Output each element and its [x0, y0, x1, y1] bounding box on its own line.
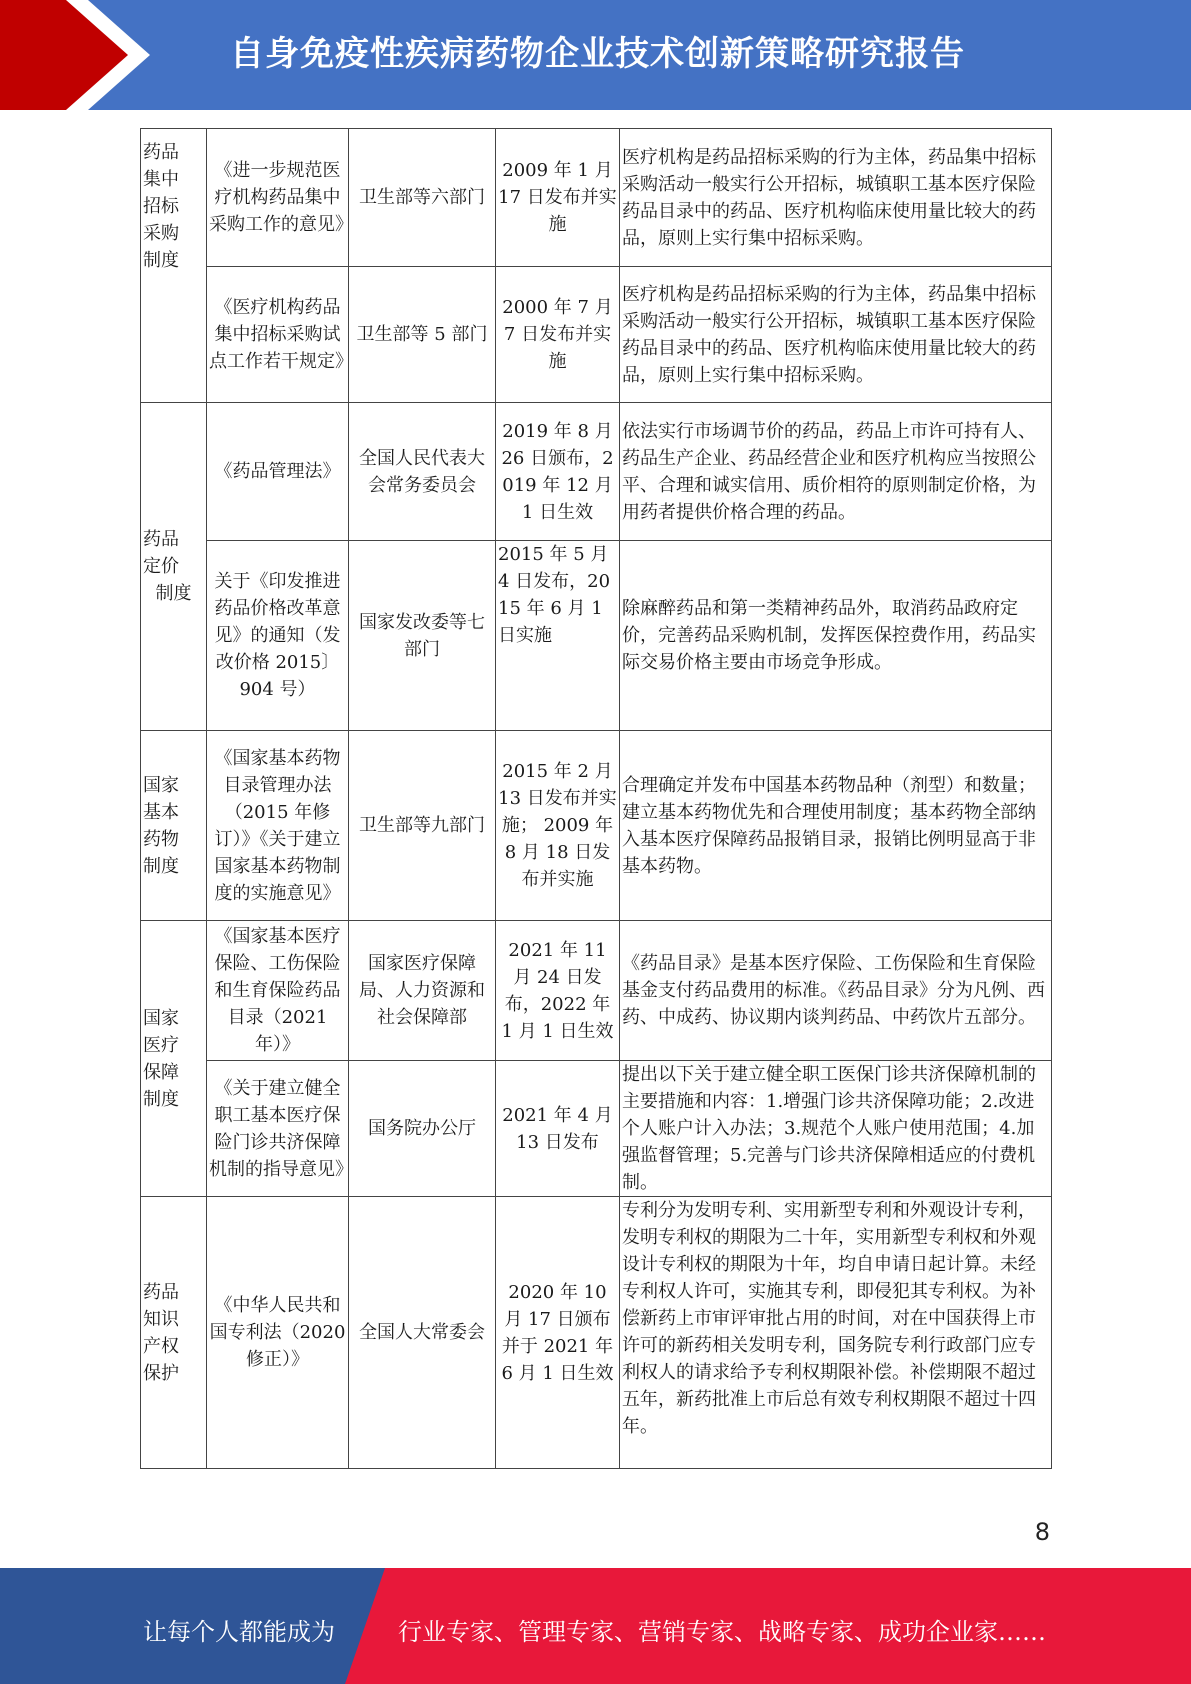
- report-header: [0, 0, 1191, 110]
- category-line: 制度: [143, 855, 179, 877]
- category-line: 制度: [155, 583, 192, 604]
- category-cell: [141, 403, 207, 731]
- policy-name: 《国家基本药物目录管理办法（2015 年修订）》《关于建立国家基本药物制度的实施意见》: [207, 731, 349, 921]
- policy-date: 2000 年 7 月 7 日发布并实施: [496, 267, 620, 403]
- policy-name: 《药品管理法》: [207, 403, 349, 541]
- report-title: 自身免疫性疾病药物企业技术创新策略研究报告: [230, 34, 965, 74]
- table-row: [141, 267, 1052, 403]
- category-line: 国家: [143, 774, 179, 796]
- category-line: 制度: [143, 1088, 179, 1110]
- policy-name: 《中华人民共和国专利法（2020 修正）》: [207, 1197, 349, 1469]
- policy-content: 除麻醉药品和第一类精神药品外，取消药品政府定价，完善药品采购机制，发挥医保控费作用，药品实际交易价格主要由市场竞争形成。: [620, 541, 1052, 731]
- policy-name: 《关于建立健全职工基本医疗保险门诊共济保障机制的指导意见》: [207, 1061, 349, 1197]
- policy-issuer: 卫生部等六部门: [349, 129, 496, 267]
- category-line: 定价: [143, 556, 179, 577]
- footer-slogan-right: 行业专家、管理专家、营销专家、战略专家、成功企业家……: [398, 1618, 1046, 1646]
- category-line: 保护: [143, 1362, 179, 1384]
- policy-content: 专利分为发明专利、实用新型专利和外观设计专利，发明专利权的期限为二十年，实用新型专利权和外观设计专利权的期限为十年，均自申请日起计算。未经专利权人许可，实施其专利，即侵犯其专利权。为补偿新药上市审评审批占用的时间，对在中国获得上市许可的新药相关发明专利，国务院专利行政部门应专利权人的请求给予专利权期限补偿。补偿期限不超过五年，新药批准上市后总有效专利权期限不超过十四年。: [620, 1197, 1052, 1469]
- table-row: [141, 1197, 1052, 1469]
- policy-issuer: 卫生部等九部门: [349, 731, 496, 921]
- category-line: 集中: [143, 169, 179, 190]
- table-row: [141, 731, 1052, 921]
- table-row: [141, 403, 1052, 541]
- category-cell: [141, 1197, 207, 1469]
- policy-date: 2020 年 10 月 17 日颁布并于 2021 年 6 月 1 日生效: [496, 1197, 620, 1469]
- footer-slogan-left: 让每个人都能成为: [143, 1618, 335, 1646]
- category-line: 产权: [143, 1335, 179, 1357]
- category-line: 国家: [143, 1007, 179, 1029]
- policy-content: 合理确定并发布中国基本药物品种（剂型）和数量；建立基本药物优先和合理使用制度；基本药物全部纳入基本医疗保障药品报销目录，报销比例明显高于非基本药物。: [620, 731, 1052, 921]
- category-line: 医疗: [143, 1034, 179, 1056]
- policy-content: 提出以下关于建立健全职工医保门诊共济保障机制的主要措施和内容：1.增强门诊共济保障功能；2.改进个人账户计入办法；3.规范个人账户使用范围；4.加强监督管理；5.完善与门诊共济保障相适应的付费机制。: [620, 1061, 1052, 1197]
- category-line: 制度: [143, 250, 179, 271]
- policy-date: 2015 年 5 月 4 日发布，2015 年 6 月 1 日实施: [496, 541, 620, 731]
- policy-issuer: 国家医疗保障局、人力资源和社会保障部: [349, 921, 496, 1061]
- policy-table-container: [140, 128, 1051, 1469]
- category-line: 药物: [143, 828, 179, 850]
- page-number: 8: [1034, 1518, 1050, 1546]
- policy-content: 医疗机构是药品招标采购的行为主体，药品集中招标采购活动一般实行公开招标，城镇职工基本医疗保险药品目录中的药品、医疗机构临床使用量比较大的药品，原则上实行集中招标采购。: [620, 129, 1052, 267]
- category-cell: [141, 129, 207, 403]
- category-line: 采购: [143, 223, 179, 244]
- table-row: [141, 541, 1052, 731]
- policy-date: 2021 年 4 月 13 日发布: [496, 1061, 620, 1197]
- category-line: 药品: [143, 1281, 179, 1303]
- policy-date: 2021 年 11 月 24 日发布，2022 年 1 月 1 日生效: [496, 921, 620, 1061]
- policy-content: 医疗机构是药品招标采购的行为主体，药品集中招标采购活动一般实行公开招标，城镇职工基本医疗保险药品目录中的药品、医疗机构临床使用量比较大的药品，原则上实行集中招标采购。: [620, 267, 1052, 403]
- category-line: 药品: [143, 142, 179, 163]
- policy-name: 《国家基本医疗保险、工伤保险和生育保险药品目录（2021 年）》: [207, 921, 349, 1061]
- policy-issuer: 全国人民代表大会常务委员会: [349, 403, 496, 541]
- category-line: 药品: [143, 529, 179, 550]
- policy-issuer: 国务院办公厅: [349, 1061, 496, 1197]
- table-row: [141, 129, 1052, 267]
- policy-date: 2009 年 1 月 17 日发布并实施: [496, 129, 620, 267]
- policy-date: 2019 年 8 月 26 日颁布，2019 年 12 月 1 日生效: [496, 403, 620, 541]
- table-row: [141, 921, 1052, 1061]
- policy-name: 《进一步规范医疗机构药品集中采购工作的意见》: [207, 129, 349, 267]
- policy-issuer: 国家发改委等七部门: [349, 541, 496, 731]
- category-cell: [141, 731, 207, 921]
- table-row: [141, 1061, 1052, 1197]
- category-line: 保障: [143, 1061, 179, 1083]
- header-arrow-decoration: [0, 0, 150, 110]
- policy-name: 《医疗机构药品集中招标采购试点工作若干规定》: [207, 267, 349, 403]
- category-line: 知识: [143, 1308, 179, 1330]
- policy-date: 2015 年 2 月 13 日发布并实施； 2009 年 8 月 18 日发布并实施: [496, 731, 620, 921]
- policy-content: 依法实行市场调节价的药品，药品上市许可持有人、药品生产企业、药品经营企业和医疗机构应当按照公平、合理和诚实信用、质价相符的原则制定价格，为用药者提供价格合理的药品。: [620, 403, 1052, 541]
- category-cell: [141, 921, 207, 1197]
- category-line: 基本: [143, 801, 179, 823]
- policy-content: 《药品目录》是基本医疗保险、工伤保险和生育保险基金支付药品费用的标准。《药品目录》分为凡例、西药、中成药、协议期内谈判药品、中药饮片五部分。: [620, 921, 1052, 1061]
- policy-table: [140, 128, 1052, 1469]
- category-line: 招标: [143, 196, 179, 217]
- policy-issuer: 全国人大常委会: [349, 1197, 496, 1469]
- policy-name: 关于《印发推进药品价格改革意见》的通知（发改价格 2015〕 904 号）: [207, 541, 349, 731]
- policy-issuer: 卫生部等 5 部门: [349, 267, 496, 403]
